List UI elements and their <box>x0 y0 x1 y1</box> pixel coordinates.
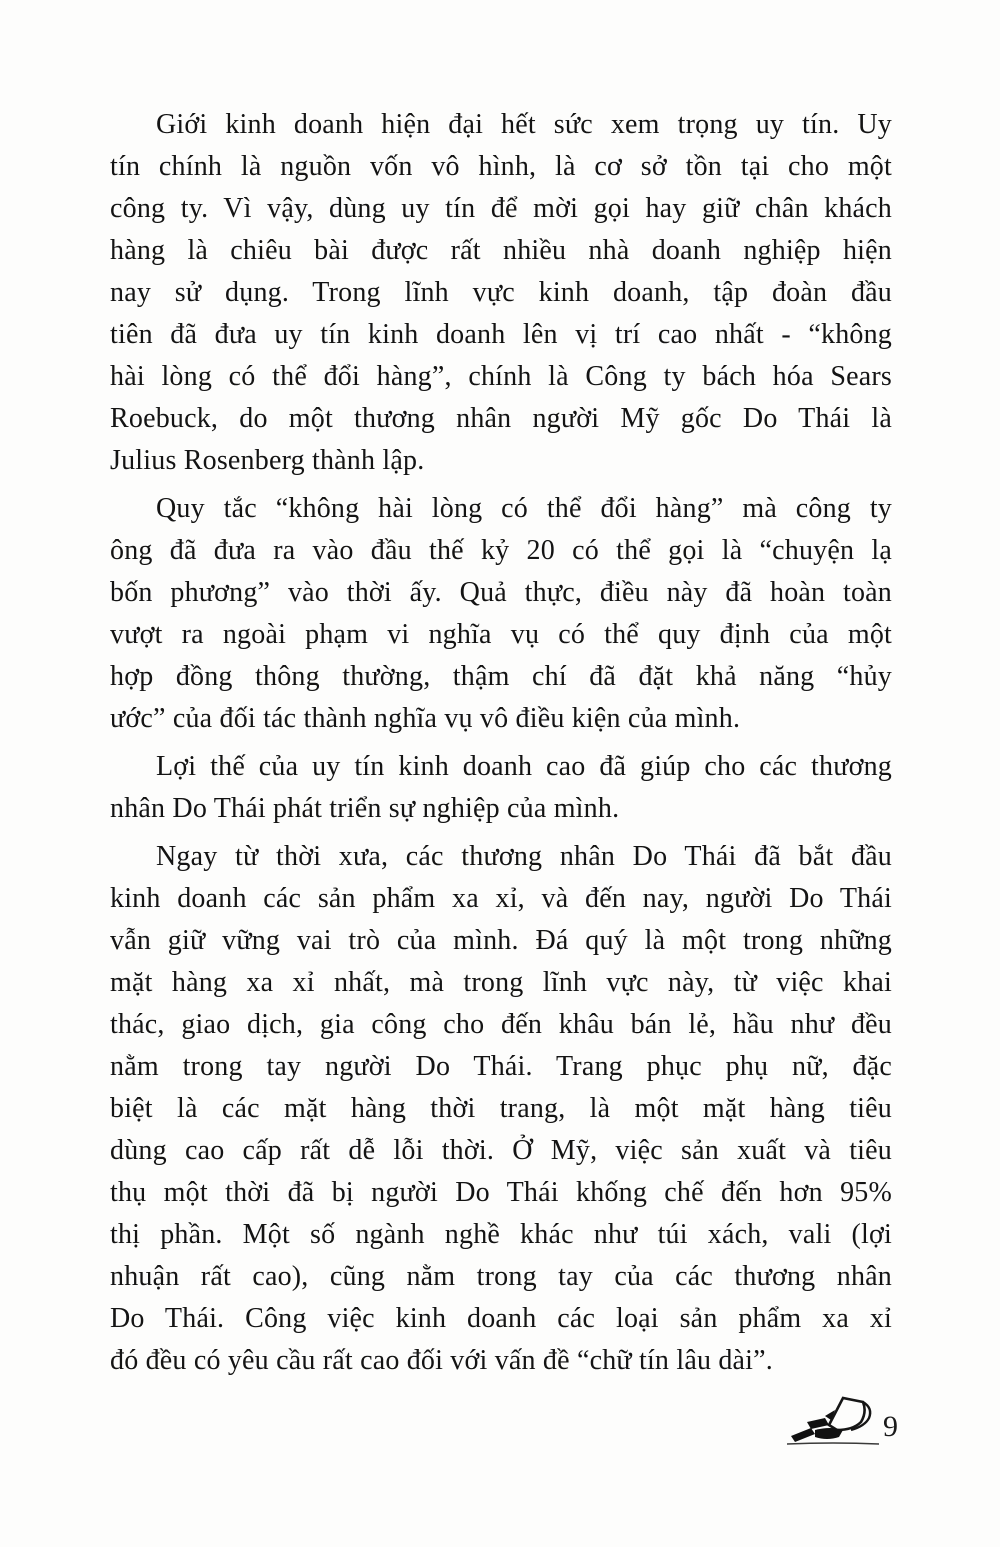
sailboat-sketch-icon <box>785 1392 881 1450</box>
text-line: tín chính là nguồn vốn vô hình, là cơ sở tồn tại cho một <box>110 151 892 182</box>
text-line: mặt hàng xa xỉ nhất, mà trong lĩnh vực này, từ việc khai <box>110 967 892 998</box>
text-line: công ty. Vì vậy, dùng uy tín để mời gọi hay giữ chân khách <box>110 193 892 224</box>
text-line: Quy tắc “không hài lòng có thể đổi hàng” mà công ty <box>156 493 892 524</box>
text-line: Julius Rosenberg thành lập. <box>110 445 425 476</box>
text-line: Ngay từ thời xưa, các thương nhân Do Thái đã bắt đầu <box>156 841 892 872</box>
text-line: hàng là chiêu bài được rất nhiều nhà doanh nghiệp hiện <box>110 235 892 266</box>
text-line: Giới kinh doanh hiện đại hết sức xem trọng uy tín. Uy <box>156 109 892 140</box>
text-line: hợp đồng thông thường, thậm chí đã đặt khả năng “hủy <box>110 661 892 692</box>
text-line: ước” của đối tác thành nghĩa vụ vô điều kiện của mình. <box>110 703 741 734</box>
text-line: Roebuck, do một thương nhân người Mỹ gốc Do Thái là <box>110 403 892 434</box>
text-line: nay sử dụng. Trong lĩnh vực kinh doanh, tập đoàn đầu <box>110 277 892 308</box>
text-line: Do Thái. Công việc kinh doanh các loại sản phẩm xa xỉ <box>110 1303 892 1334</box>
text-line: thụ một thời đã bị người Do Thái khống chế đến hơn 95% <box>110 1177 892 1208</box>
text-line: nhân Do Thái phát triển sự nghiệp của mình. <box>110 793 620 824</box>
text-line: hài lòng có thể đổi hàng”, chính là Công ty bách hóa Sears <box>110 361 892 392</box>
paragraph <box>110 746 892 830</box>
text-line: vẫn giữ vững vai trò của mình. Đá quý là một trong những <box>110 925 892 956</box>
text-line: ông đã đưa ra vào đầu thế kỷ 20 có thể gọi là “chuyện lạ <box>110 535 892 566</box>
text-line: tiên đã đưa uy tín kinh doanh lên vị trí cao nhất - “không <box>110 319 892 350</box>
text-line: đó đều có yêu cầu rất cao đối với vấn đề “chữ tín lâu dài”. <box>110 1345 773 1376</box>
text-line: thác, giao dịch, gia công cho đến khâu bán lẻ, hầu như đều <box>110 1009 892 1040</box>
text-line: vượt ra ngoài phạm vi nghĩa vụ có thể quy định của một <box>110 619 892 650</box>
page-number: 9 <box>883 1410 898 1443</box>
text-line: nằm trong tay người Do Thái. Trang phục phụ nữ, đặc <box>110 1051 892 1082</box>
text-line: nhuận rất cao), cũng nằm trong tay của các thương nhân <box>110 1261 892 1292</box>
text-line: thị phần. Một số ngành nghề khác như túi xách, vali (lợi <box>110 1219 892 1250</box>
text-line: dùng cao cấp rất dễ lỗi thời. Ở Mỹ, việc sản xuất và tiêu <box>110 1135 892 1166</box>
paragraph <box>110 488 892 740</box>
page-footer <box>785 1392 898 1450</box>
text-line: biệt là các mặt hàng thời trang, là một mặt hàng tiêu <box>110 1093 892 1124</box>
paragraph <box>110 836 892 1382</box>
text-line: kinh doanh các sản phẩm xa xỉ, và đến nay, người Do Thái <box>110 883 892 914</box>
text-line: bốn phương” vào thời ấy. Quả thực, điều này đã hoàn toàn <box>110 577 892 608</box>
text-line: Lợi thế của uy tín kinh doanh cao đã giúp cho các thương <box>156 751 892 782</box>
page-text <box>110 104 892 1382</box>
paragraph <box>110 104 892 482</box>
